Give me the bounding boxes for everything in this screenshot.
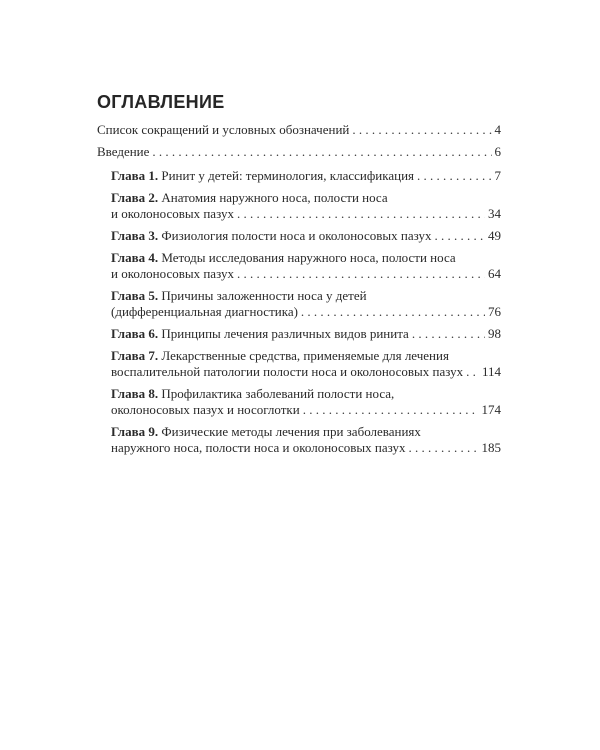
chapter-title: Физиология полости носа и околоносовых пазух xyxy=(161,228,432,243)
toc-page-number: 174 xyxy=(481,402,501,417)
toc-entry-chapter-3[interactable] xyxy=(97,228,501,244)
toc-entry-introduction[interactable] xyxy=(97,144,501,160)
chapter-title-continued: и околоносовых пазух xyxy=(111,206,234,221)
toc-entry-title: Список сокращений и условных обозначений xyxy=(97,122,350,137)
chapter-title: Лекарственные средства, применяемые для лечения xyxy=(161,348,449,363)
chapter-title-continued: наружного носа, полости носа и околоносовых пазух xyxy=(111,440,406,455)
dot-leader xyxy=(237,266,485,282)
toc-page-number: 49 xyxy=(488,228,501,243)
chapter-label: Глава 6. xyxy=(111,326,159,341)
chapter-label: Глава 1. xyxy=(111,168,159,183)
table-of-contents xyxy=(97,122,501,462)
toc-page-number: 4 xyxy=(494,122,501,137)
toc-page-number: 98 xyxy=(488,326,501,341)
toc-entry-chapter-4[interactable] xyxy=(97,250,501,282)
toc-entry-abbreviations[interactable] xyxy=(97,122,501,138)
toc-page-number: 34 xyxy=(488,206,501,221)
toc-entry-chapter-1[interactable] xyxy=(97,168,501,184)
toc-entry-chapter-9[interactable] xyxy=(97,424,501,456)
toc-page-number: 76 xyxy=(488,304,501,319)
chapter-title: Анатомия наружного носа, полости носа xyxy=(161,190,388,205)
dot-leader xyxy=(301,304,485,320)
dot-leader xyxy=(237,206,485,222)
chapter-label: Глава 5. xyxy=(111,288,159,303)
chapter-title: Профилактика заболеваний полости носа, xyxy=(161,386,395,401)
chapter-title-continued: воспалительной патологии полости носа и околоносовых пазух xyxy=(111,364,464,379)
chapter-title: Ринит у детей: терминология, классификация xyxy=(161,168,415,183)
chapter-label: Глава 4. xyxy=(111,250,159,265)
toc-page-number: 6 xyxy=(494,144,501,159)
chapter-label: Глава 3. xyxy=(111,228,159,243)
toc-entry-chapter-2[interactable] xyxy=(97,190,501,222)
chapter-label: Глава 2. xyxy=(111,190,159,205)
chapter-label: Глава 7. xyxy=(111,348,159,363)
dot-leader xyxy=(466,364,479,380)
dot-leader xyxy=(412,326,485,342)
toc-page-number: 185 xyxy=(481,440,501,455)
dot-leader xyxy=(303,402,479,418)
toc-entry-chapter-5[interactable] xyxy=(97,288,501,320)
chapter-title-continued: околоносовых пазух и носоглотки xyxy=(111,402,300,417)
toc-entry-chapter-7[interactable] xyxy=(97,348,501,380)
toc-entry-chapter-8[interactable] xyxy=(97,386,501,418)
dot-leader xyxy=(152,144,491,160)
toc-page-number: 64 xyxy=(488,266,501,281)
toc-page-number: 114 xyxy=(481,364,501,379)
dot-leader xyxy=(352,122,491,138)
toc-page-number: 7 xyxy=(494,168,501,183)
chapter-title-continued: (дифференциальная диагностика) xyxy=(111,304,298,319)
chapter-label: Глава 8. xyxy=(111,386,159,401)
dot-leader xyxy=(417,168,491,184)
chapter-title: Физические методы лечения при заболеваниях xyxy=(161,424,421,439)
chapter-title: Принципы лечения различных видов ринита xyxy=(161,326,409,341)
toc-heading: ОГЛАВЛЕНИЕ xyxy=(97,92,225,112)
chapter-title: Методы исследования наружного носа, полости носа xyxy=(161,250,456,265)
toc-entry-title: Введение xyxy=(97,144,150,159)
chapter-label: Глава 9. xyxy=(111,424,159,439)
dot-leader xyxy=(409,440,479,456)
toc-entry-chapter-6[interactable] xyxy=(97,326,501,342)
chapter-title: Причины заложенности носа у детей xyxy=(161,288,367,303)
dot-leader xyxy=(434,228,485,244)
chapter-title-continued: и околоносовых пазух xyxy=(111,266,234,281)
